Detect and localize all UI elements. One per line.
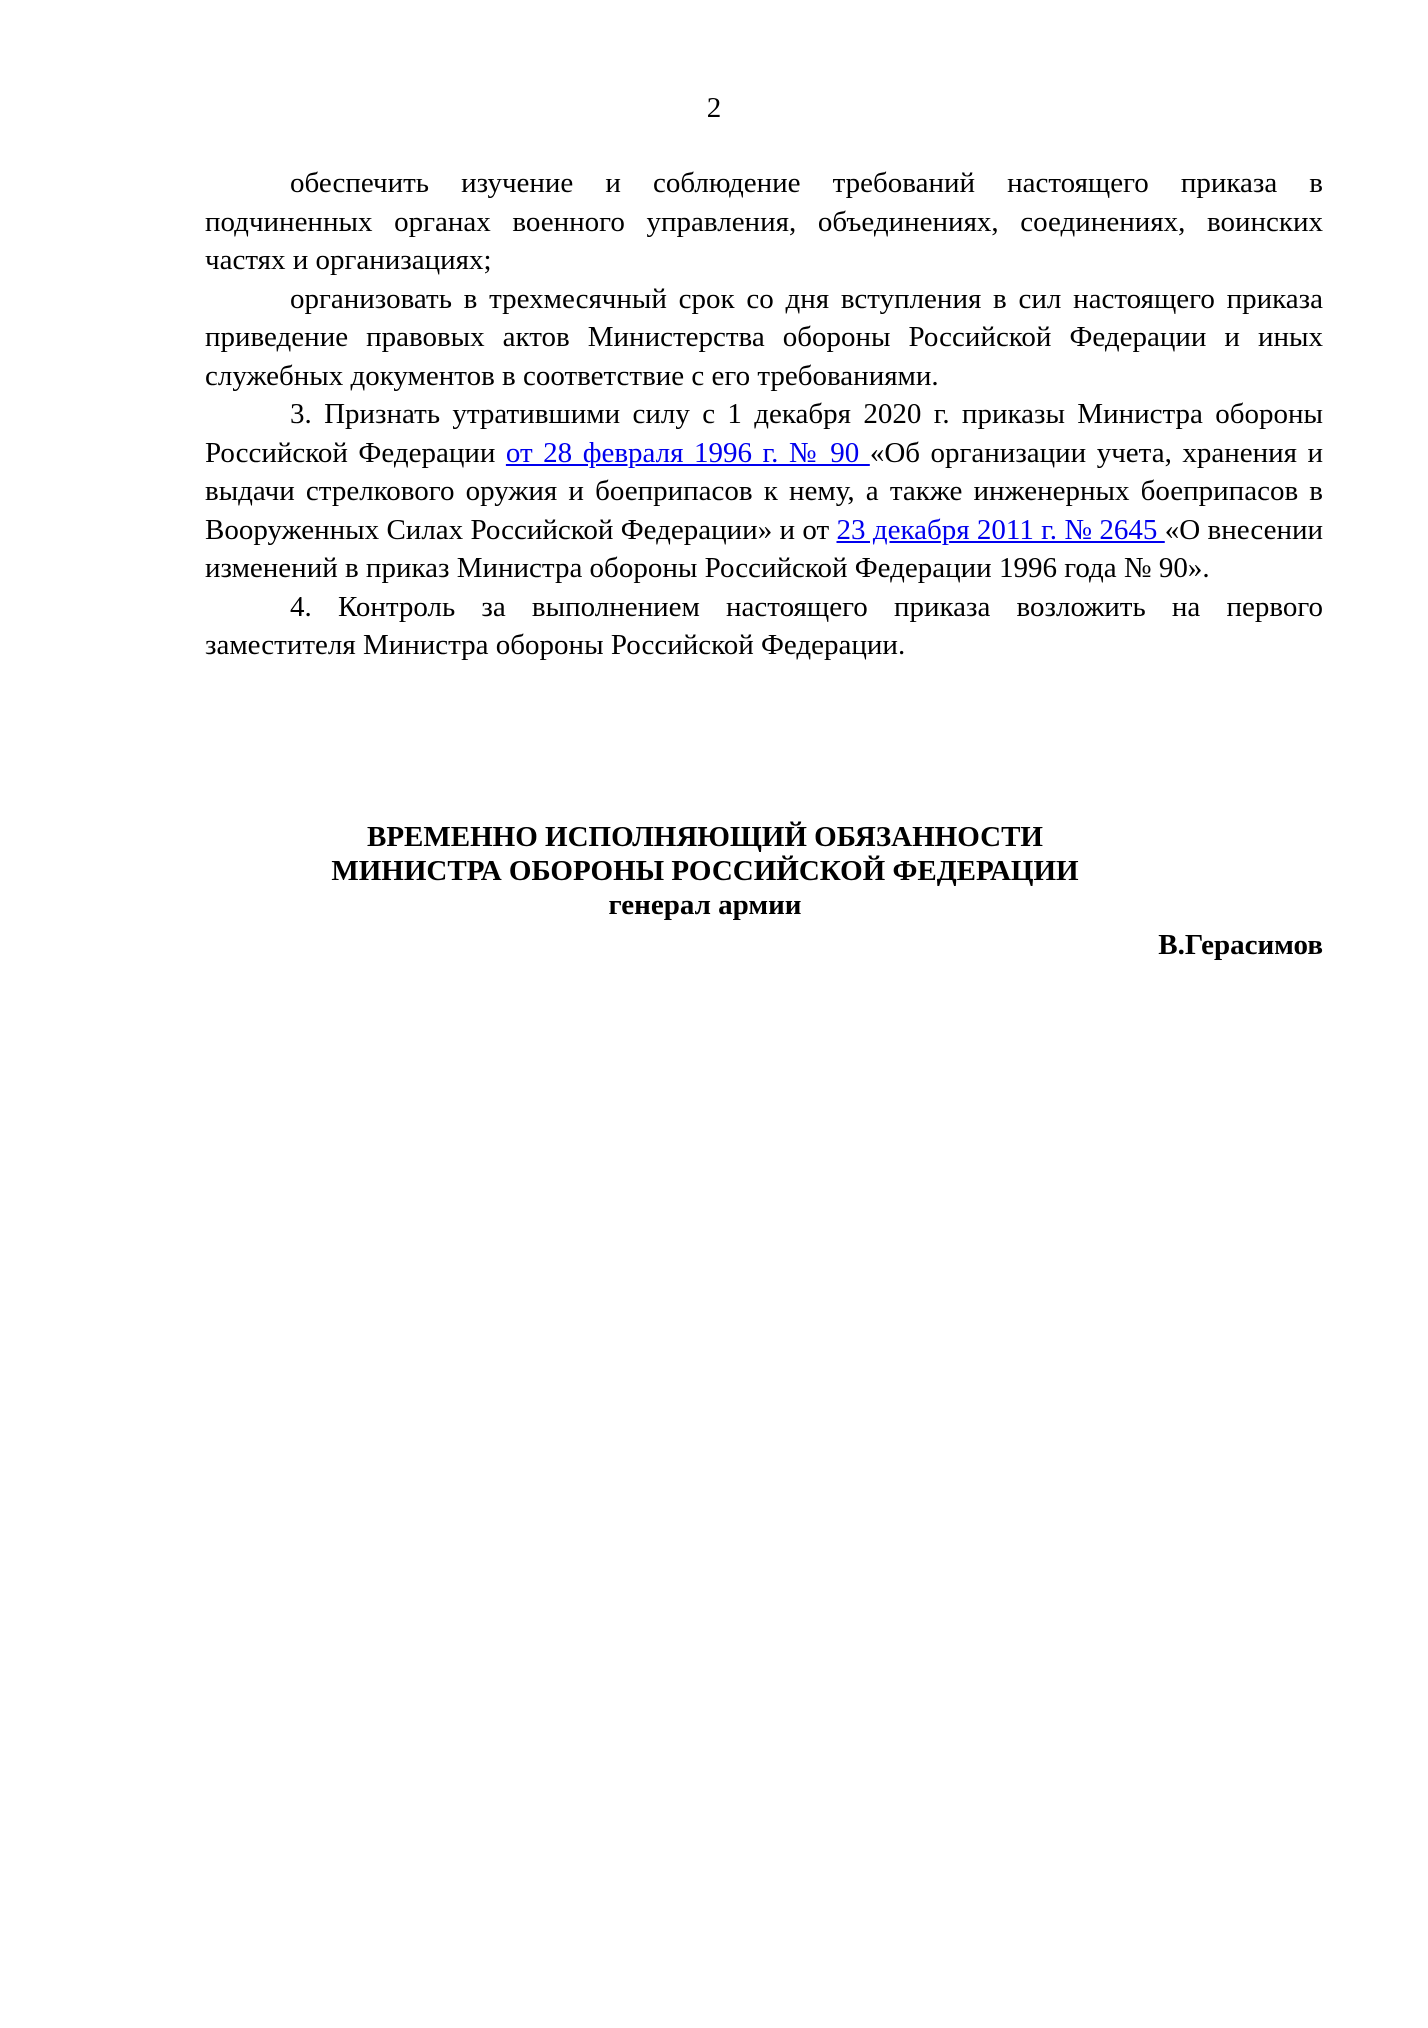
paragraph-control: 4. Контроль за выполнением настоящего приказа возложить на первого заместителя Министра обороны Российской Федерации.	[205, 590, 1323, 661]
order-2011-link[interactable]: 23 декабря 2011 г. № 2645	[836, 513, 1165, 546]
repeal-text-end: «О внесении изменений в приказ Министра обороны Российской Федерации 1996 года № 90».	[205, 513, 1323, 584]
page-number: 2	[706, 92, 722, 124]
paragraph-repeal-orders	[205, 395, 1323, 588]
paragraph-study-requirements: обеспечить изучение и соблюдение требований настоящего приказа в подчиненных органах военного управления, объединениях, соединениях, воинских частях и организациях;	[205, 167, 1323, 276]
document-body	[205, 164, 1323, 665]
order-1996-link[interactable]: от 28 февраля 1996 г. № 90	[505, 436, 870, 469]
signatory-rank: генерал армии	[608, 889, 802, 921]
signatory-title-line-1: ВРЕМЕННО ИСПОЛНЯЮЩИЙ ОБЯЗАННОСТИ	[366, 821, 1043, 853]
repeal-text-middle: «Об организации учета, хранения и выдачи стрелкового оружия и боеприпасов к нему, а также инженерных боеприпасов в Вооруженных Силах Российской Федерации» и от	[205, 436, 1323, 546]
signature-block	[205, 820, 1323, 962]
paragraph-organize-alignment: организовать в трехмесячный срок со дня вступления в сил настоящего приказа приведение правовых актов Министерства обороны Российской Федерации и иных служебных документов в соответствие с его требованиями.	[205, 282, 1323, 392]
repeal-text-start: 3. Признать утратившими силу с 1 декабря 2020 г. приказы Министра обороны Российской Федерации	[205, 398, 1323, 469]
signatory-name: В.Герасимов	[1158, 929, 1323, 961]
signatory-title-line-2: МИНИСТРА ОБОРОНЫ РОССИЙСКОЙ ФЕДЕРАЦИИ	[331, 855, 1079, 887]
